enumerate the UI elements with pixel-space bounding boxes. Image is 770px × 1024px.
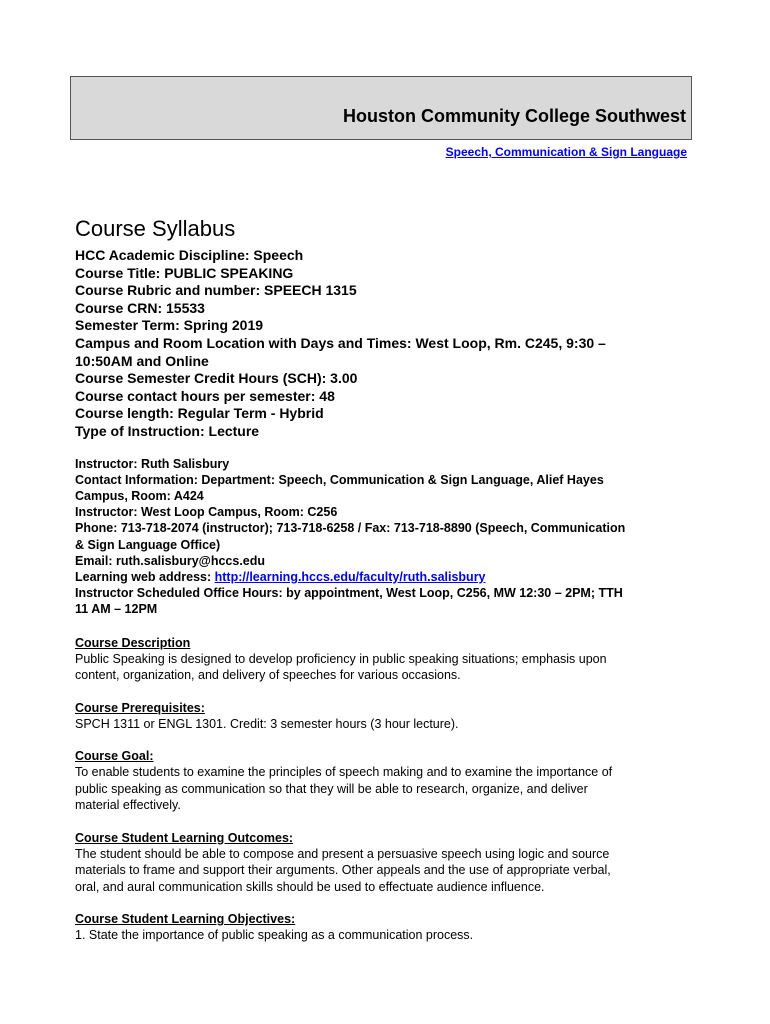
syllabus-content: [75, 215, 695, 944]
info-location: Campus and Room Location with Days and Times: West Loop, Rm. C245, 9:30 –: [75, 334, 606, 351]
goal-line: To enable students to examine the principles of speech making and to examine the importance of: [75, 765, 613, 780]
instructor-phone: Phone: 713-718-2074 (instructor); 713-718-6258 / Fax: 713-718-8890 (Speech, Communication: [75, 521, 626, 536]
goal-heading: Course Goal:: [75, 749, 154, 764]
info-crn: Course CRN: 15533: [75, 299, 205, 316]
info-credit-hours: Course Semester Credit Hours (SCH): 3.00: [75, 370, 358, 387]
learning-web-link[interactable]: http://learning.hccs.edu/faculty/ruth.salisbury: [214, 569, 486, 584]
goal-line: material effectively.: [75, 798, 181, 813]
section-description: [75, 635, 695, 684]
instructor-office-hours-cont: 11 AM – 12PM: [75, 602, 158, 617]
web-label: Learning web address:: [75, 569, 215, 584]
instructor-name: Instructor: Ruth Salisbury: [75, 456, 230, 471]
section-prerequisites: [75, 700, 695, 733]
instructor-contact-cont: Campus, Room: A424: [75, 488, 204, 503]
prerequisites-line: SPCH 1311 or ENGL 1301. Credit: 3 semester hours (3 hour lecture).: [75, 716, 459, 731]
section-goal: [75, 748, 695, 814]
description-line: Public Speaking is designed to develop proficiency in public speaking situations; emphasis upon: [75, 651, 607, 666]
instructor-office-hours: Instructor Scheduled Office Hours: by appointment, West Loop, C256, MW 12:30 – 2PM; TTH: [75, 586, 623, 601]
document-title: Course Syllabus: [75, 216, 236, 241]
prerequisites-heading: Course Prerequisites:: [75, 700, 205, 715]
instructor-phone-cont: & Sign Language Office): [75, 537, 221, 552]
info-rubric: Course Rubric and number: SPEECH 1315: [75, 282, 357, 299]
section-objectives: [75, 911, 695, 944]
outcomes-line: materials to frame and support their arguments. Other appeals and the use of appropriate verbal,: [75, 863, 611, 878]
instructor-info: [75, 456, 695, 618]
header-banner: [70, 76, 692, 140]
course-info: [75, 247, 695, 441]
outcomes-line: oral, and aural communication skills should be used to effectuate audience influence.: [75, 879, 545, 894]
goal-line: public speaking as communication so that they will be able to research, organize, and deliver: [75, 781, 588, 796]
instructor-campus: Instructor: West Loop Campus, Room: C256: [75, 505, 338, 520]
description-line: content, organization, and delivery of speeches for various occasions.: [75, 668, 461, 683]
instructor-contact: Contact Information: Department: Speech, Communication & Sign Language, Alief Hayes: [75, 472, 604, 487]
info-semester: Semester Term: Spring 2019: [75, 317, 264, 334]
info-length: Course length: Regular Term - Hybrid: [75, 405, 324, 422]
objectives-line: 1. State the importance of public speaking as a communication process.: [75, 928, 474, 943]
description-heading: Course Description: [75, 635, 191, 650]
instructor-web: [75, 569, 695, 585]
outcomes-line: The student should be able to compose and present a persuasive speech using logic and source: [75, 846, 610, 861]
info-discipline: HCC Academic Discipline: Speech: [75, 247, 304, 263]
department-link[interactable]: Speech, Communication & Sign Language: [445, 145, 687, 159]
info-course-title: Course Title: PUBLIC SPEAKING: [75, 264, 294, 281]
info-location-cont: 10:50AM and Online: [75, 352, 209, 369]
objectives-heading: Course Student Learning Objectives:: [75, 912, 296, 927]
info-instruction-type: Type of Instruction: Lecture: [75, 422, 260, 439]
info-contact-hours: Course contact hours per semester: 48: [75, 387, 335, 404]
outcomes-heading: Course Student Learning Outcomes:: [75, 830, 294, 845]
institution-title: Houston Community College Southwest: [342, 106, 686, 126]
section-outcomes: [75, 830, 695, 896]
instructor-email: Email: ruth.salisbury@hccs.edu: [75, 553, 266, 568]
